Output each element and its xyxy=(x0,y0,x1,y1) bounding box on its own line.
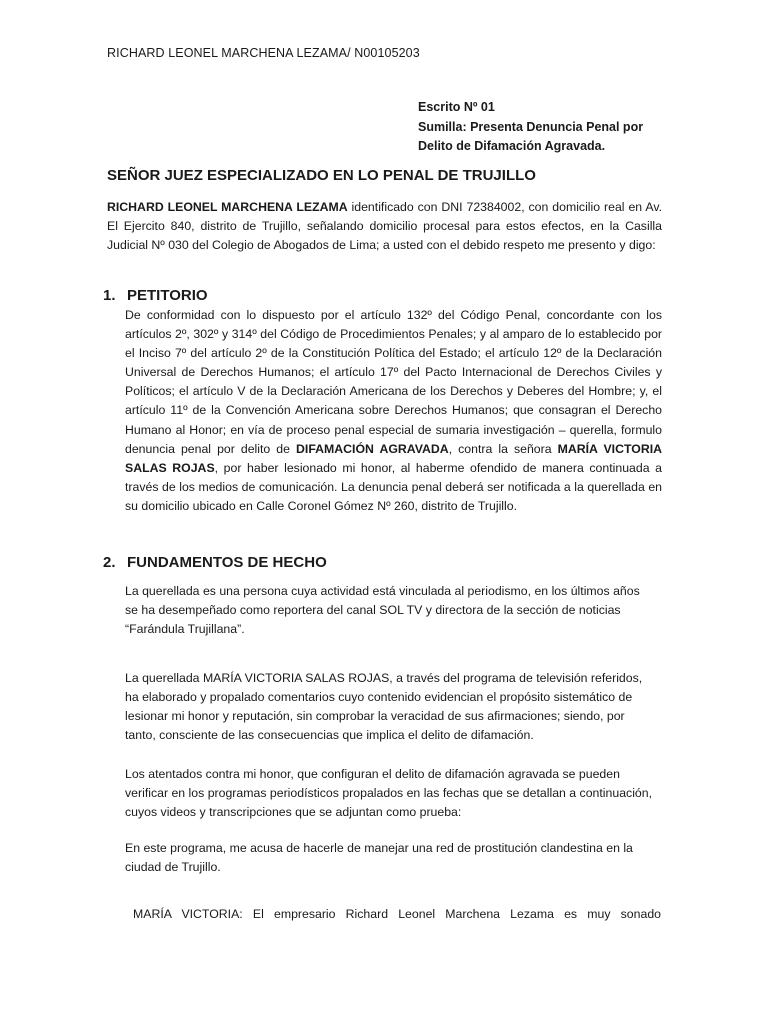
escrito-block xyxy=(418,98,643,157)
sumilla-line-2: Delito de Difamación Agravada. xyxy=(418,139,606,153)
fundamentos-paragraph-4: En este programa, me acusa de hacerle de manejar una red de prostitución clandestina en la ciudad de Trujillo. xyxy=(125,841,633,875)
sumilla-line-1: Sumilla: Presenta Denuncia Penal por xyxy=(418,119,644,134)
fundamentos-paragraph-3: Los atentados contra mi honor, que configuran el delito de difamación agravada se pueden verificar en los programas periodísticos propalados en las fechas que se detallan a continuación, cuyos videos y transcripciones que se adjuntan como prueba: xyxy=(125,767,653,820)
section-2-number: 2. xyxy=(103,554,116,571)
intro-paragraph xyxy=(107,198,662,256)
intro-text: identificado con DNI 72384002, con domicilio real en Av. El Ejercito 840, distrito de Trujillo, señalando domicilio procesal para estos efectos, en la Casilla Judicial Nº 030 del Colegio de Abogados de Lima; a usted con el debido respeto me presento y digo: xyxy=(107,200,662,253)
section-1-title: PETITORIO xyxy=(127,287,208,304)
author-header: RICHARD LEONEL MARCHENA LEZAMA/ N00105203 xyxy=(107,46,420,60)
section-2-heading xyxy=(103,554,327,571)
petitorio-text-c: , por haber lesionado mi honor, al haberme ofendido de manera continuada a través de los medios de comunicación. La denuncia penal deberá ser notificada a la querellada en su domicilio ubicado en Calle Coronel Gómez Nº 260, distrito de Trujillo. xyxy=(125,460,662,513)
fundamentos-paragraph-1: La querellada es una persona cuya actividad está vinculada al periodismo, en los últimos años se ha desempeñado como reportera del canal SOL TV y directora de la sección de noticias “Farándula Trujillana”. xyxy=(125,584,640,637)
transcript-quote: MARÍA VICTORIA: El empresario Richard Leonel Marchena Lezama es muy sonado xyxy=(133,907,661,921)
addressee-heading: SEÑOR JUEZ ESPECIALIZADO EN LO PENAL DE TRUJILLO xyxy=(107,167,536,184)
petitorio-accused: MARÍA VICTORIA SALAS ROJAS xyxy=(125,441,663,475)
section-1-heading xyxy=(103,287,208,304)
petitorio-text-b: , contra la señora xyxy=(448,441,558,456)
intro-name: RICHARD LEONEL MARCHENA LEZAMA xyxy=(107,200,348,214)
escrito-number: Escrito Nº 01 xyxy=(418,100,495,114)
petitorio-text-a: De conformidad con lo dispuesto por el artículo 132º del Código Penal, concordante con los artículos 2º, 302º y 314º del Código de Procedimientos Penales; y al amparo de lo establecido por el Inciso 7º del artículo 2º de la Constitución Política del Estado; el artículo 12º de la Declaración Universal de Derechos Humanos; el artículo 17º del Pacto Internacional de Derechos Civiles y Políticos; el artículo V de la Declaración Americana de los Derechos y Deberes del Hombre; y, el artículo 11º de la Convención Americana sobre Derechos Humanos; que consagran el Derecho Humano al Honor; en vía de proceso penal especial de sumaria investigación – querella, formulo denuncia penal por delito de xyxy=(125,308,662,456)
fundamentos-paragraph-2: La querellada MARÍA VICTORIA SALAS ROJAS, a través del programa de televisión referidos, ha elaborado y propalado comentarios cuyo contenido evidencian el propósito sistemático de lesionar mi honor y reputación, sin comprobar la veracidad de sus afirmaciones; siendo, por tanto, consciente de las consecuencias que implica el delito de difamación. xyxy=(125,671,643,743)
section-2-title: FUNDAMENTOS DE HECHO xyxy=(127,554,327,571)
section-1-number: 1. xyxy=(103,287,116,304)
petitorio-crime: DIFAMACIÓN AGRAVADA xyxy=(296,441,449,456)
petitorio-paragraph xyxy=(125,306,662,516)
